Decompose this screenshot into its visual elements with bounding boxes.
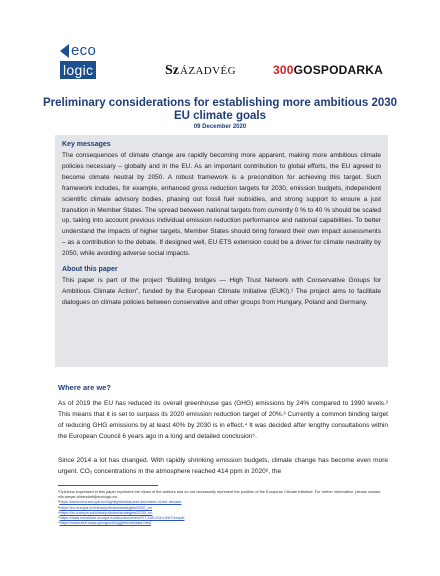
300gospodarka-logo <box>273 63 383 77</box>
footnote-link[interactable]: https://ec.europa.eu/clima/policies/strategies/2030_en <box>59 509 153 515</box>
footnote-6: ⁶https://www.esrl.noaa.gov/gmd/ccgg/trends/data.html <box>58 520 151 526</box>
ecologic-logo-top: eco <box>71 42 97 59</box>
szazadveg-logo-word: ÁZADVÉG <box>180 65 236 77</box>
footnote-4: ⁴https://ec.europa.eu/clima/policies/strategies/2030_en <box>58 509 153 515</box>
key-messages-text: The consequences of climate change are rapidly becoming more apparent, making more ambitious climate policies necessary – globally and in the EU. As an important contribution to global efforts, the EU agreed to become climate neutral by 2050. A robust framework is a precondition for achieving this target. Such framework includes, for example, enhanced gross reduction targets for 2030, emission budgets, independent scientific climate advisory bodies, phasing out fossil fuel subsidies, and strong support to ensure a just transition in Member States. The spread between national targets from currently 0 % to 40 % should be scaled up, taking into account previous individual emission reduction performance and national capabilities. To better understand the impacts of higher targets, Member States should bring forward their own impact assessments – as a contribution to the debate. If designed well, EU ETS extension could be a driver for climate neutrality by 2050, while avoiding adverse social impacts. <box>62 152 381 258</box>
300gospodarka-logo-word: GOSPODARKA <box>293 63 383 77</box>
footnote-link[interactable]: https://data.consilium.europa.eu/doc/document/ST-169-2014-INIT/en/pdf <box>59 515 185 521</box>
ecologic-logo <box>60 42 100 80</box>
ecologic-arrow-icon <box>60 44 69 58</box>
about-heading: About this paper <box>62 266 118 274</box>
szazadveg-logo-mark: Sz <box>165 63 179 78</box>
body-paragraph-1: As of 2019 the EU has reduced its overall greenhouse gas (GHG) emissions by 24% compared to 1990 levels.² This means that it is set to surpass its 2020 emission reduction target of 20%.³ Currently a common binding target of reducing GHG emissions by at least 40% by 2030 is in effect.⁴ It was decided after lengthy consultations within the European Council 6 years ago in a long and detailed conclusion⁵. <box>58 400 388 440</box>
footnote-1: ¹Opinions expressed in this paper represent the views of the authors and do not necessarily represent the position of the European Climate Initiative. For further information, please contact nils.meyer-ohlendorf@ecologic.eu. <box>58 489 381 500</box>
footnote-3: ³https://ec.europa.eu/clima/policies/strategies/2020_en <box>58 504 153 510</box>
publication-date: 09 December 2020 <box>193 124 247 130</box>
page-title: Preliminary considerations for establishing more ambitious 2030 EU climate goals <box>42 97 398 122</box>
szazadveg-logo <box>165 63 236 79</box>
footnote-5: ⁵https://data.consilium.europa.eu/doc/document/ST-169-2014-INIT/en/pdf <box>58 515 185 521</box>
300gospodarka-logo-num: 300 <box>273 63 294 77</box>
body-paragraph-2: Since 2014 a lot has changed. With rapidly shrinking emission budgets, climate change has become even more urgent. CO₂ concentrations in the atmosphere reached 414 ppm in 2020⁶, the <box>58 457 388 475</box>
footnote-link[interactable]: https://www.esrl.noaa.gov/gmd/ccgg/trends/data.html <box>59 520 151 526</box>
summary-box <box>55 135 388 367</box>
about-text: This paper is part of the project “Building bridges — High Trust Network with Conservative Groups for Ambitious Climate Action”, funded by the European Climate Initiative (EUKI).¹ The project aims to facilitate dialogues on climate policies between conservative and other groups from Hungary, Poland and Germany. <box>62 277 381 306</box>
key-messages-heading: Key messages <box>62 141 111 148</box>
footnote-link[interactable]: https://www.eea.europa.eu/highlights/sharpest-decrease-of-the-decade <box>59 499 182 505</box>
footnote-2: ²https://www.eea.europa.eu/highlights/sharpest-decrease-of-the-decade <box>58 499 182 505</box>
footnote-divider <box>58 485 158 486</box>
section-heading: Where are we? <box>58 383 111 392</box>
footnote-link[interactable]: https://ec.europa.eu/clima/policies/strategies/2020_en <box>59 504 153 510</box>
ecologic-logo-bottom: logic <box>60 61 96 79</box>
footnotes <box>58 489 388 525</box>
